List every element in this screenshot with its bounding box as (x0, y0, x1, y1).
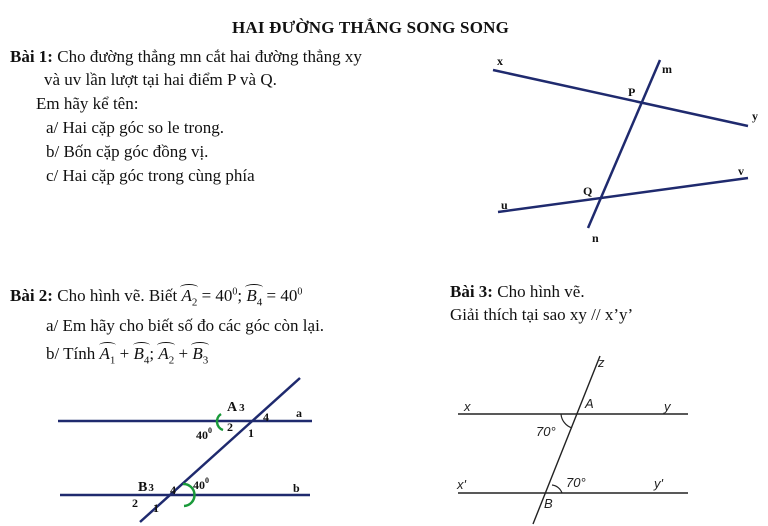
label-a-3: A (585, 396, 594, 411)
bai3-line1-text: Cho hình vẽ. (492, 282, 585, 301)
eq-40b: = 40 (262, 286, 298, 305)
label-q: Q (583, 184, 593, 198)
label-x2: x' (457, 477, 466, 492)
figure-bai2 (58, 378, 312, 522)
line-uv (498, 178, 748, 212)
label-a-40: $40^0$ (196, 426, 212, 442)
bai1-heading: Bài 1: (10, 47, 53, 66)
eq-40a: = 40 (197, 286, 233, 305)
angle-arc-70a (561, 414, 572, 428)
label-m: m (662, 62, 672, 76)
label-70-a: 70° (536, 424, 556, 439)
bai2-item-b-pre: b/ Tính (46, 344, 100, 363)
angle-arc-70b (552, 485, 562, 493)
label-v: v (738, 164, 744, 178)
label-u: u (501, 198, 508, 212)
semicolon-2: ; (149, 344, 159, 363)
label-a: a (296, 406, 302, 420)
label-p: P (628, 85, 636, 99)
semicolon: ; (237, 286, 247, 305)
angle-b4-sum: $B_4$ (134, 340, 150, 366)
deg-a: 0 (232, 286, 238, 298)
label-b-1: 1 (153, 501, 159, 515)
label-b-3: B (544, 496, 553, 511)
bai1-item-c: c/ Hai cặp góc trong cùng phía (46, 166, 255, 185)
bai1-line1-text: Cho đường thẳng mn cắt hai đường thẳng xy (52, 47, 362, 66)
angle-b3: $B_3$ (192, 340, 208, 366)
angle-a1: $A_1$ (100, 340, 116, 366)
label-b: b (293, 481, 300, 495)
transversal-2 (140, 378, 300, 522)
label-a-2: 2 (227, 420, 233, 434)
angle-b4: $B_4$ (246, 282, 262, 308)
line-xy (493, 70, 748, 126)
plus-2: + (174, 344, 193, 363)
bai1-line2: và uv lần lượt tại hai điểm P và Q. (44, 70, 277, 89)
bai1-line3: Em hãy kể tên: (36, 94, 139, 113)
label-y2: y' (654, 476, 663, 491)
bai3-heading: Bài 3: (450, 282, 493, 301)
line-mn (588, 60, 660, 228)
bai2-item-a: a/ Em hãy cho biết số đo các góc còn lại. (46, 316, 325, 335)
label-b-40: $40^0$ (193, 476, 209, 492)
bai2-line1-pre: Cho hình vẽ. Biết (52, 286, 182, 305)
label-x: x (497, 54, 503, 68)
label-a-4: 4 (263, 410, 269, 424)
label-z: z (598, 355, 605, 370)
label-b3: B3 (138, 480, 154, 495)
label-n: n (592, 231, 599, 245)
label-x-3: x (464, 399, 471, 414)
label-y: y (752, 109, 758, 123)
label-y-3: y (664, 399, 671, 414)
angle-a2-sum: $A_2$ (158, 340, 174, 366)
label-b-2: 2 (132, 496, 138, 510)
label-a3: A 3 (227, 400, 245, 415)
label-70-b: 70° (566, 475, 586, 490)
label-b-4: 4 (170, 483, 176, 497)
page-title: HAI ĐƯỜNG THẲNG SONG SONG (232, 18, 510, 37)
bai3-line2: Giải thích tại sao xy // x’y’ (450, 305, 634, 324)
bai1-item-b: b/ Bốn cặp góc đồng vị. (46, 142, 209, 161)
label-a-1: 1 (248, 426, 254, 440)
deg-b: 0 (297, 286, 303, 298)
figure-bai3 (458, 356, 688, 524)
bai1-item-a: a/ Hai cặp góc so le trong. (46, 118, 224, 137)
angle-a2: $A_2$ (181, 282, 197, 308)
figure-bai1 (493, 60, 748, 228)
bai2-heading: Bài 2: (10, 286, 53, 305)
plus-1: + (115, 344, 134, 363)
